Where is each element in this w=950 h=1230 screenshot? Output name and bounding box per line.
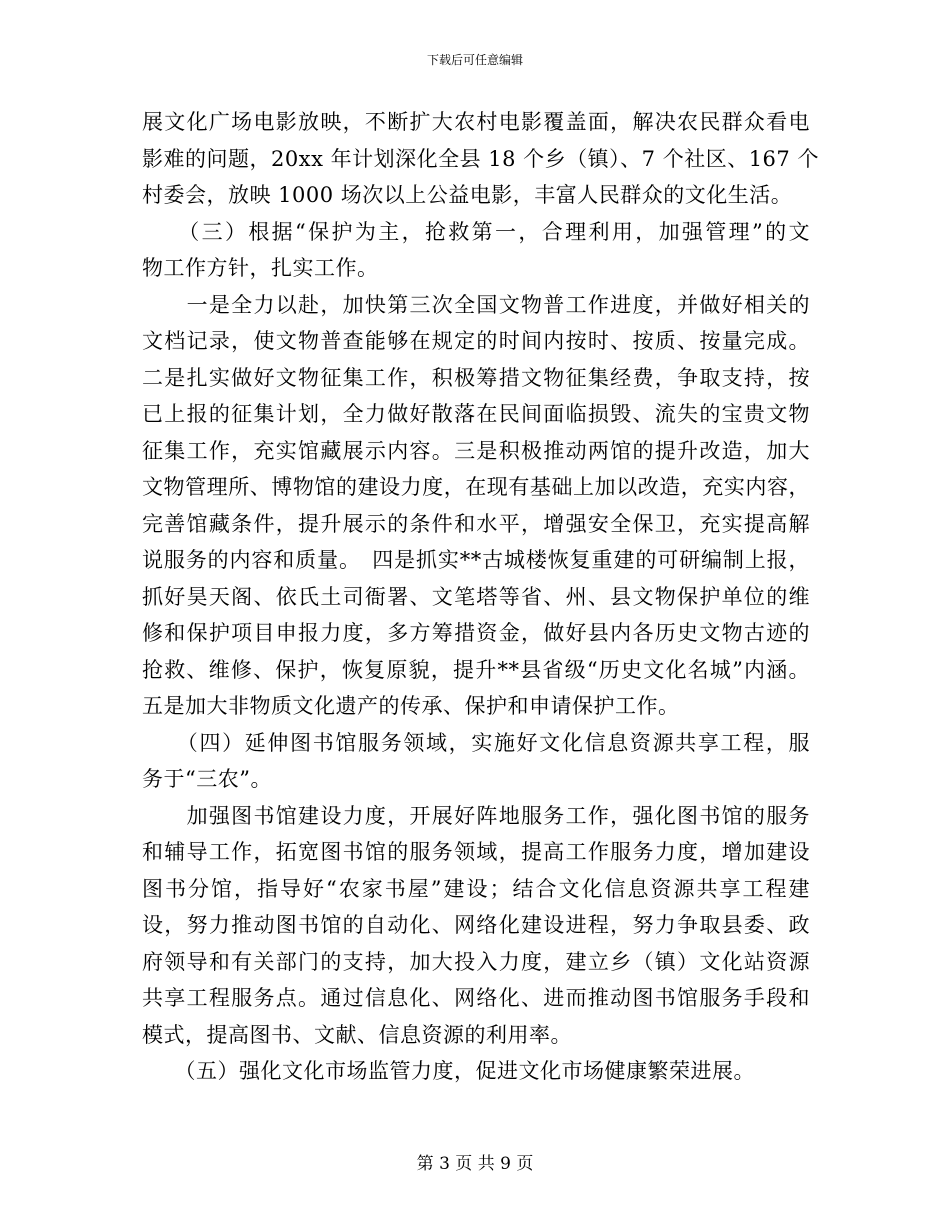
body-line: 图书分馆，指导好“农家书屋”建设；结合文化信息资源共享工程建 — [142, 876, 810, 901]
body-line: 抢救、维修、保护，恢复原貌，提升**县省级“历史文化名城”内涵。 — [142, 657, 810, 682]
body-line: 抓好昊天阁、依氏土司衙署、文笔塔等省、州、县文物保护单位的维 — [142, 584, 810, 609]
page-header: 下载后可任意编辑 — [426, 53, 523, 67]
body-line: 加强图书馆建设力度，开展好阵地服务工作，强化图书馆的服务 — [142, 803, 810, 828]
body-line: 共享工程服务点。通过信息化、网络化、进而推动图书馆服务手段和 — [142, 986, 810, 1010]
body-line: 文物管理所、博物馆的建设力度，在现有基础上加以改造，充实内容， — [142, 475, 810, 499]
body-line: （四）延伸图书馆服务领域，实施好文化信息资源共享工程，服 — [142, 730, 810, 755]
body-line: 一是全力以赴，加快第三次全国文物普工作进度，并做好相关的 — [142, 292, 810, 317]
body-line: 设，努力推动图书馆的自动化、网络化建设进程，努力争取县委、政 — [142, 913, 810, 937]
body-line: 模式，提高图书、文献、信息资源的利用率。 — [142, 1022, 572, 1047]
body-line: 完善馆藏条件，提升展示的条件和水平，增强安全保卫，充实提高解 — [142, 511, 810, 536]
body-line: 展文化广场电影放映，不断扩大农村电影覆盖面，解决农民群众看电 — [142, 110, 810, 134]
body-line: 影难的问题，20xx 年计划深化全县 18 个乡（镇）、7 个社区、167 个 — [142, 146, 819, 171]
body-line: 和辅导工作，拓宽图书馆的服务领域，提高工作服务力度，增加建设 — [142, 840, 810, 864]
body-line: 物工作方针，扎实工作。 — [142, 256, 379, 280]
body-line: （五）强化文化市场监管力度，促进文化市场健康繁荣进展。 — [142, 1059, 755, 1083]
page-footer: 第 3 页 共 9 页 — [416, 1154, 534, 1174]
document-body — [142, 104, 819, 1090]
body-line: 征集工作，充实馆藏展示内容。三是积极推动两馆的提升改造，加大 — [142, 438, 810, 463]
body-line: 二是扎实做好文物征集工作，积极筹措文物征集经费，争取支持，按 — [142, 365, 810, 390]
body-line: 务于“三农”。 — [142, 767, 272, 791]
body-line: 文档记录，使文物普查能够在规定的时间内按时、按质、按量完成。 — [142, 329, 810, 353]
body-line: 说服务的内容和质量。 四是抓实**古城楼恢复重建的可研编制上报， — [142, 548, 810, 572]
body-line: 五是加大非物质文化遗产的传承、保护和申请保护工作。 — [142, 694, 680, 718]
body-line: 府领导和有关部门的支持，加大投入力度，建立乡（镇）文化站资源 — [142, 949, 810, 974]
body-line: 修和保护项目申报力度，多方筹措资金，做好县内各历史文物古迹的 — [142, 621, 810, 645]
body-line: 村委会，放映 1000 场次以上公益电影，丰富人民群众的文化生活。 — [142, 183, 793, 207]
body-line: （三）根据“保护为主，抢救第一，合理利用，加强管理”的文 — [142, 219, 810, 244]
body-line: 已上报的征集计划，全力做好散落在民间面临损毁、流失的宝贵文物 — [142, 402, 810, 426]
